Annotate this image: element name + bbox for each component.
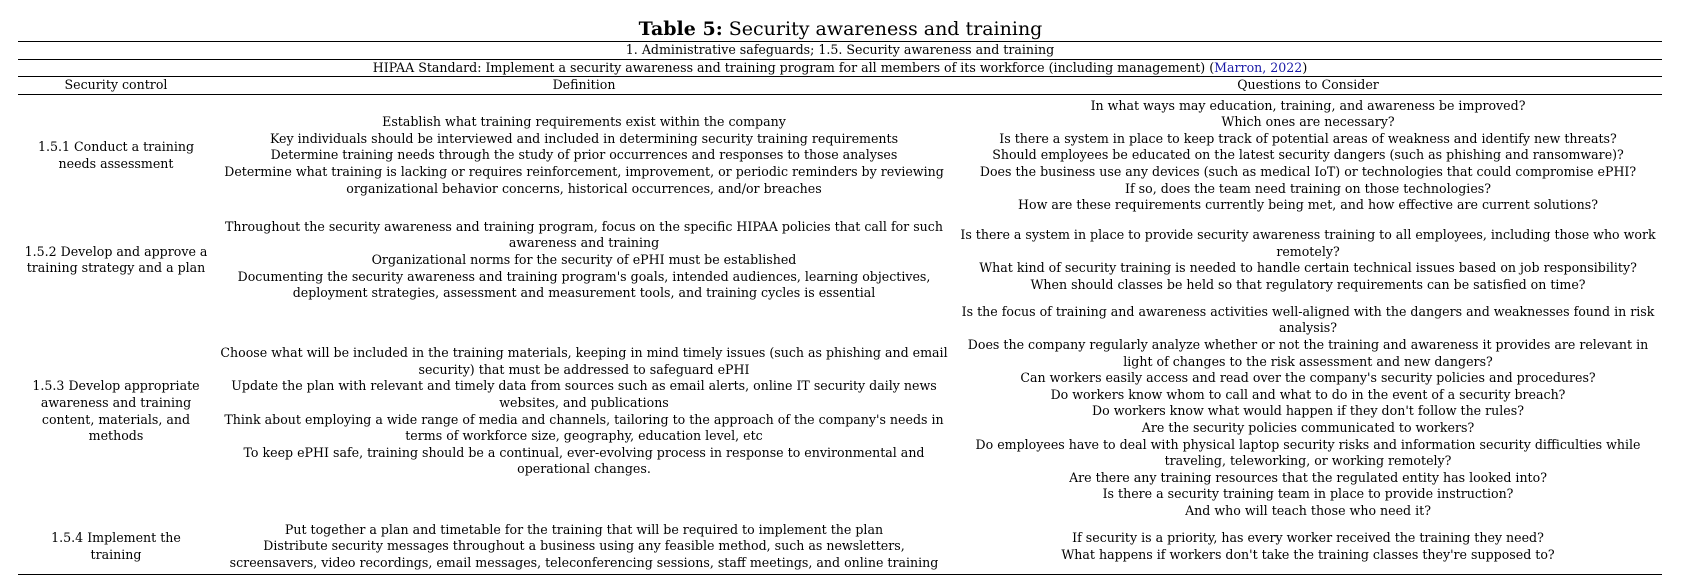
question-line: Do workers know whom to call and what to do in the event of a security breach? bbox=[1050, 386, 1566, 402]
question-line: When should classes be held so that regulatory requirements can be satisfied on time? bbox=[1030, 276, 1586, 292]
definition-line: Determine training needs through the study of prior occurrences and responses to those analyses bbox=[270, 147, 898, 163]
standard-close: ) bbox=[1302, 59, 1308, 75]
security-awareness-table bbox=[18, 41, 1662, 575]
question-line: Is there a system in place to provide security awareness training to all employees, including those who work remotely? bbox=[960, 227, 1656, 259]
question-line: Is there a system in place to keep track of potential areas of weakness and identify new threats? bbox=[999, 130, 1617, 146]
standard-text: HIPAA Standard: Implement a security awareness and training program for all members of its workforce (including management) ( bbox=[372, 59, 1215, 75]
question-line: Does the business use any devices (such as medical IoT) or technologies that could compromise ePHI? bbox=[979, 164, 1637, 180]
definition-cell bbox=[214, 217, 954, 304]
questions-cell bbox=[954, 304, 1662, 520]
question-line: What happens if workers don't take the training classes they're supposed to? bbox=[1061, 546, 1555, 562]
standard-cell bbox=[18, 59, 1662, 77]
definition-line: Establish what training requirements exist within the company bbox=[382, 114, 786, 130]
control-cell: 1.5.1 Conduct a training needs assessment bbox=[37, 139, 195, 171]
control-cell: 1.5.3 Develop appropriate awareness and training content, materials, and methods bbox=[32, 378, 200, 444]
question-line: Do workers know what would happen if they don't follow the rules? bbox=[1092, 403, 1524, 419]
definition-cell bbox=[214, 520, 954, 575]
question-line: In what ways may education, training, and awareness be improved? bbox=[1090, 97, 1526, 113]
definition-line: Choose what will be included in the training materials, keeping in mind timely issues (such as phishing and email security) that must be addressed to safeguard ePHI bbox=[220, 345, 948, 377]
header-row bbox=[18, 77, 1662, 95]
question-line: What kind of security training is needed to handle certain technical issues based on job responsibility? bbox=[979, 260, 1637, 276]
definition-line: To keep ePHI safe, training should be a continual, ever-evolving process in response to environmental and operational changes. bbox=[243, 444, 925, 477]
question-line: Which ones are necessary? bbox=[1221, 114, 1395, 130]
question-line: Is the focus of training and awareness activities well-aligned with the dangers and weaknesses found in risk analysis? bbox=[961, 303, 1655, 336]
question-line: How are these requirements currently being met, and how effective are current solutions? bbox=[1018, 197, 1598, 213]
question-line: Are there any training resources that the regulated entity has looked into? bbox=[1069, 469, 1547, 485]
question-line: Should employees be educated on the latest security dangers (such as phishing and ransomware)? bbox=[992, 147, 1624, 163]
safeguard-span-cell: 1. Administrative safeguards; 1.5. Security awareness and training bbox=[18, 42, 1662, 60]
table-row bbox=[18, 94, 1662, 217]
table-caption-title: Security awareness and training bbox=[728, 18, 1043, 40]
question-line: Is there a security training team in place to provide instruction? bbox=[1102, 486, 1514, 502]
table-caption bbox=[0, 0, 1681, 40]
question-line: If so, does the team need training on those technologies? bbox=[1125, 180, 1491, 196]
definition-cell bbox=[214, 304, 954, 520]
table-caption-label: Table 5: bbox=[638, 18, 723, 40]
question-line: Are the security policies communicated to workers? bbox=[1141, 419, 1475, 435]
table-row bbox=[18, 304, 1662, 520]
definition-line: Organizational norms for the security of ePHI must be established bbox=[371, 251, 797, 267]
control-cell: 1.5.2 Develop and approve a training strategy and a plan bbox=[24, 243, 208, 276]
question-line: Does the company regularly analyze whether or not the training and awareness it provides are relevant in light of changes to the risk assessment and new dangers? bbox=[967, 336, 1649, 369]
question-line: Can workers easily access and read over the company's security policies and procedures? bbox=[1020, 370, 1596, 386]
citation-link[interactable]: Marron, 2022 bbox=[1214, 59, 1303, 75]
table-row bbox=[18, 217, 1662, 304]
question-line: Do employees have to deal with physical laptop security risks and information security difficulties while traveling, teleworking, or working remotely? bbox=[975, 436, 1641, 469]
questions-cell bbox=[954, 94, 1662, 217]
question-line: If security is a priority, has every worker received the training they need? bbox=[1072, 529, 1544, 545]
standard-row bbox=[18, 59, 1662, 77]
header-questions: Questions to Consider bbox=[954, 77, 1662, 95]
definition-line: Key individuals should be interviewed and included in determining security training requirements bbox=[269, 130, 899, 146]
definition-line: Throughout the security awareness and training program, focus on the specific HIPAA policies that call for such awareness and training bbox=[225, 218, 943, 251]
definition-line: Update the plan with relevant and timely data from sources such as email alerts, online IT security daily news websites, and publications bbox=[231, 378, 937, 411]
header-security-control: Security control bbox=[18, 77, 214, 95]
definition-line: Determine what training is lacking or requires reinforcement, improvement, or periodic reminders by reviewing organizational behavior concerns, historical occurrences, and/or breaches bbox=[224, 164, 944, 196]
header-definition: Definition bbox=[214, 77, 954, 95]
table-row bbox=[18, 520, 1662, 575]
definition-line: Documenting the security awareness and training program's goals, intended audiences, learning objectives, deployment strategies, assessment and measurement tools, and training cycles is essential bbox=[237, 268, 931, 301]
questions-cell bbox=[954, 520, 1662, 575]
definition-cell bbox=[214, 94, 954, 217]
question-line: And who will teach those who need it? bbox=[1185, 502, 1431, 518]
questions-cell bbox=[954, 217, 1662, 304]
definition-line: Put together a plan and timetable for the training that will be required to implement the plan bbox=[284, 521, 884, 537]
definition-line: Think about employing a wide range of media and channels, tailoring to the approach of the company's needs in terms of workforce size, geography, education level, etc bbox=[224, 411, 944, 444]
safeguard-span-row bbox=[18, 42, 1662, 60]
definition-line: Distribute security messages throughout a business using any feasible method, such as newsletters, screensavers, video recordings, email messages, teleconferencing sessions, staff meetings, and online training bbox=[229, 538, 939, 570]
control-cell: 1.5.4 Implement the training bbox=[18, 520, 214, 575]
